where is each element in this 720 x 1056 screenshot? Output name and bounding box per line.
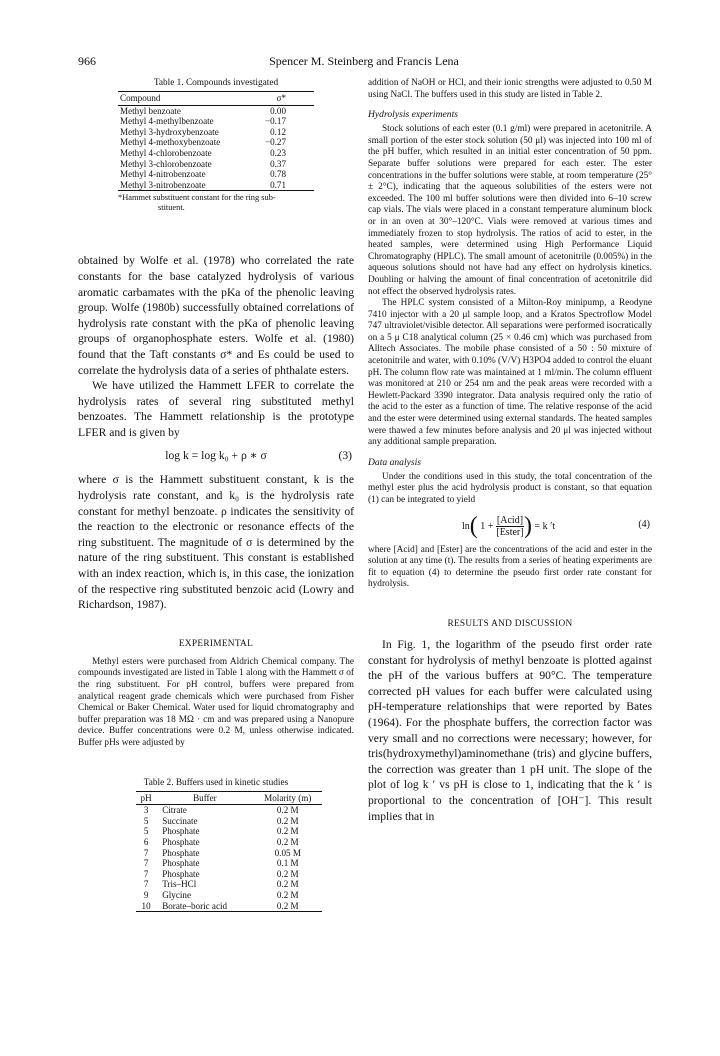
subheading-data-analysis: Data analysis	[368, 456, 422, 468]
table-1-footnote	[118, 193, 314, 213]
eq4-ln: ln	[462, 520, 470, 532]
table-row	[136, 837, 322, 848]
cell-molarity: 0.05 M	[274, 847, 301, 858]
cell-buffer: Tris–HCl	[162, 879, 197, 890]
equation-4-number: (4)	[638, 518, 650, 530]
footnote-line: *Hammet substituent constant for the ring sub-	[118, 193, 276, 203]
cell-compound: Methyl 3-hydroxybenzoate	[120, 126, 219, 137]
page-number: 966	[78, 54, 96, 68]
table-row	[136, 879, 322, 890]
table-row	[136, 848, 322, 859]
equation-3-number: (3)	[338, 449, 352, 463]
cell-ph: 7	[143, 868, 149, 879]
table-row	[118, 105, 314, 116]
equation-3	[78, 446, 354, 466]
paragraph: Methyl esters were purchased from Aldrich Chemical company. The compounds investigated are listed in Table 1 along with the Hammett σ of the ring substituent. For pH control, buffers were prepared from analytical reagent grade chemicals which were purchased from Fisher Chemical or Baker Chemical. Water used for liquid chromatography and buffer preparation was 18 MΩ · cm and was prepared using a Nanopure device. Buffer concentrations were 0.2 M, unless otherwise indicated. Buffer pHs were adjusted by	[78, 656, 354, 748]
cell-molarity: 0.2 M	[276, 815, 299, 826]
paragraph: In Fig. 1, the logarithm of the pseudo first order rate constant for hydrolysis of methyl benzoate is plotted against the pH of the various buffers at 90°C. The temperature corrected pH values for each buffer were calculated using pH-temperature relationships that were reported by Bates (1964). For the phosphate buffers, the correction factor was very small and no corrections were necessary; however, for tris(hydroxymethyl)aminomethane (tris) and glycine buffers, the correction was greater than 1 pH unit. The slope of the plot of log k ′ vs pH is close to 1, indicating that the k ′ is proportional to the concentration of [OH⁻]. This result implies that in	[368, 637, 652, 823]
paragraph: Under the conditions used in this study, the total concentration of the methyl ester plus the acid hydrolysis product is constant, so that equation (1) can be integrated to yield	[368, 471, 652, 505]
subheading-hydrolysis-experiments: Hydrolysis experiments	[368, 109, 458, 121]
cell-compound: Methyl 4-methoxybenzoate	[120, 137, 221, 148]
cell-buffer: Phosphate	[162, 868, 200, 879]
cell-buffer: Borate–boric acid	[156, 901, 253, 912]
table-2-header-ph: pH	[136, 791, 156, 805]
cell-sigma: 0.12	[270, 126, 286, 137]
table-2-caption: Table 2. Buffers used in kinetic studies	[143, 777, 289, 788]
cell-ph: 7	[143, 879, 149, 890]
cell-ph: 7	[143, 847, 149, 858]
cell-buffer: Phosphate	[162, 858, 200, 869]
table-1-header-compound: Compound	[118, 92, 250, 106]
cell-ph: 6	[143, 836, 149, 847]
table-2-header-buffer: Buffer	[156, 791, 253, 805]
table-1	[78, 78, 354, 213]
table-row	[118, 137, 314, 148]
cell-molarity: 0.1 M	[276, 858, 299, 869]
cell-buffer: Phosphate	[162, 836, 200, 847]
cell-compound: Methyl 4-chlorobenzoate	[120, 147, 212, 158]
cell-sigma: 0.00	[270, 105, 286, 116]
equation-4	[368, 511, 652, 541]
cell-compound: Methyl 4-nitrobenzoate	[120, 169, 206, 180]
cell-buffer: Glycine	[162, 889, 191, 900]
cell-sigma: −0.27	[264, 137, 286, 148]
cell-sigma: 0.71	[250, 180, 314, 191]
right-column	[368, 78, 652, 824]
cell-sigma: −0.17	[264, 116, 286, 127]
table-row	[136, 869, 322, 880]
cell-buffer: Succinate	[162, 815, 198, 826]
cell-buffer: Phosphate	[162, 847, 200, 858]
paragraph: addition of NaOH or HCl, and their ionic strengths were adjusted to 0.50 M using NaCl. The buffers used in this study are listed in Table 2.	[368, 78, 652, 100]
table-2-grid	[136, 791, 322, 913]
table-1-grid	[118, 91, 314, 191]
cell-molarity: 0.2 M	[276, 868, 299, 879]
cell-sigma: 0.23	[270, 147, 286, 158]
paragraph: where σ is the Hammett substituent constant, k is the hydrolysis rate constant, and k₀ is the hydrolysis rate constant for methyl benzoate. ρ indicates the sensitivity of the reaction to the electronic or resonance effects of the ring substituent. The magnitude of σ is determined by the nature of the ring substituent. This constant is established with an index reaction, which is, in this case, the ionization of the respective ring substituted benzoic acid (Lowry and Richardson, 1987).	[78, 473, 354, 612]
table-row	[118, 116, 314, 127]
cell-molarity: 0.2 M	[276, 826, 299, 837]
table-row	[136, 890, 322, 901]
cell-ph: 7	[143, 858, 149, 869]
table-row	[118, 180, 314, 191]
equation-4-expression: ln( 1 + $\frac{\text{[Acid]}}{\text{[Ester]}}$ ) = k ′t	[462, 512, 556, 539]
eq4-rhs: = k ′t	[534, 520, 556, 532]
paragraph: obtained by Wolfe et al. (1978) who correlated the rate constants for the base catalyzed hydrolysis of various aromatic carbamates with the pKa of the phenolic leaving group. Wolfe (1980b) successfully obtained correlations of hydrolysis rate constant with the pKa of phenolic leaving groups of organophosphate esters. Wolfe et al. (1980) found that the Taft constants σ* and Es could be used to correlate the hydrolysis data of a series of phthalate esters.	[78, 254, 354, 377]
eq4-numerator: [Acid]	[496, 514, 524, 526]
equation-3-expression: log k = log k₀ + ρ ∗ σ	[165, 449, 267, 463]
table-2	[78, 778, 354, 913]
cell-compound: Methyl 3-nitrobenzoate	[118, 180, 250, 191]
cell-ph: 10	[136, 901, 156, 912]
cell-buffer: Citrate	[162, 805, 187, 816]
cell-ph: 5	[143, 826, 149, 837]
paragraph: The HPLC system consisted of a Milton-Roy minipump, a Reodyne 7410 injector with a 20 μl sample loop, and a Kratos Spectroflow Model 747 ultraviolet/visible detector. All separations were performed isocratically on a 5 μ C18 analytical column (25 × 0.46 cm) which was purchased from Alltech Associates. The mobile phase consisted of a 50 : 50 mixture of acetonitrile and water, with 0.10% (V/V) H3PO4 added to control the eluant pH. The column flow rate was maintained at 1 ml/min. The column effluent was monitored at 210 or 254 nm and the peak areas were recorded with a Hewlett-Packard 3390 integrator. Data analysis required only the ratio of the acid to the ester as a function of time. The relative response of the acid and the ester were determined using external standards. The heated samples were thawed a few minutes before analysis and 20 μl was injected without any additional sample preparation.	[368, 298, 652, 448]
eq4-fraction	[496, 515, 524, 538]
table-row	[136, 816, 322, 827]
eq4-one-plus: 1 +	[480, 520, 494, 532]
running-head: Spencer M. Steinberg and Francis Lena	[269, 54, 459, 68]
cell-molarity: 0.2 M	[276, 836, 299, 847]
table-row	[136, 858, 322, 869]
section-heading-experimental: EXPERIMENTAL	[178, 638, 254, 649]
cell-buffer: Phosphate	[162, 826, 200, 837]
left-column	[78, 78, 354, 912]
table-row	[136, 901, 322, 912]
table-1-caption: Table 1. Compounds investigated	[153, 78, 279, 88]
table-row	[118, 127, 314, 138]
cell-molarity: 0.2 M	[254, 901, 322, 912]
paragraph: Stock solutions of each ester (0.1 g/ml) were prepared in acetonitrile. A small portion of the ester stock solution (50 μl) was injected into 100 ml of the pH buffer, which resulted in an initial ester concentration of 50 ppm. Separate buffer solutions were prepared for each ester. The ester concentrations in the buffer solutions were stable, at room temperature (25° ± 2°C), indicating that the aqueous solubilities of the esters were not exceeded. The 100 ml buffer solutions were then divided into 6–10 screw cap vials. The vials were placed in a constant temperature aluminum block or in an oven at 30°–120°C. Vials were removed at various times and immediately frozen to stop hydrolysis. The ratios of acid to ester, in the heated samples, were determined using High Performance Liquid Chromatography (HPLC). The small amount of acetonitrile (0.005%) in the aqueous solutions should not have had any effect on hydrolysis kinetics. Doubling or halving the amount of final concentration of acetonitrile did not effect the observed hydrolysis rates.	[368, 124, 652, 297]
section-heading-results: RESULTS AND DISCUSSION	[447, 618, 573, 629]
cell-sigma: 0.37	[270, 158, 286, 169]
cell-sigma: 0.78	[270, 169, 286, 180]
footnote-line: stituent.	[158, 203, 185, 213]
table-row	[118, 148, 314, 159]
table-row	[118, 159, 314, 170]
table-1-header-sigma: σ*	[250, 92, 314, 106]
cell-compound: Methyl benzoate	[120, 105, 181, 116]
cell-ph: 3	[143, 805, 149, 816]
cell-molarity: 0.2 M	[276, 889, 299, 900]
table-row	[118, 169, 314, 180]
paragraph: We have utilized the Hammett LFER to correlate the hydrolysis rates of several ring substituted methyl benzoates. The Hammett relationship is the prototype LFER and is given by	[78, 379, 354, 439]
table-2-header-molarity: Molarity (m)	[254, 791, 322, 805]
cell-molarity: 0.2 M	[276, 879, 299, 890]
paragraph: where [Acid] and [Ester] are the concentrations of the acid and ester in the solution at any time (t). The results from a series of heating experiments are fit to equation (4) to determine the pseudo first order rate constant for hydrolysis.	[368, 544, 652, 590]
cell-ph: 9	[143, 889, 149, 900]
cell-compound: Methyl 3-chlorobenzoate	[120, 158, 212, 169]
table-row	[136, 826, 322, 837]
cell-ph: 5	[143, 815, 149, 826]
cell-molarity: 0.2 M	[276, 805, 299, 816]
table-row	[136, 805, 322, 816]
eq4-denominator: [Ester]	[496, 526, 524, 538]
cell-compound: Methyl 4-methylbenzoate	[120, 116, 214, 127]
